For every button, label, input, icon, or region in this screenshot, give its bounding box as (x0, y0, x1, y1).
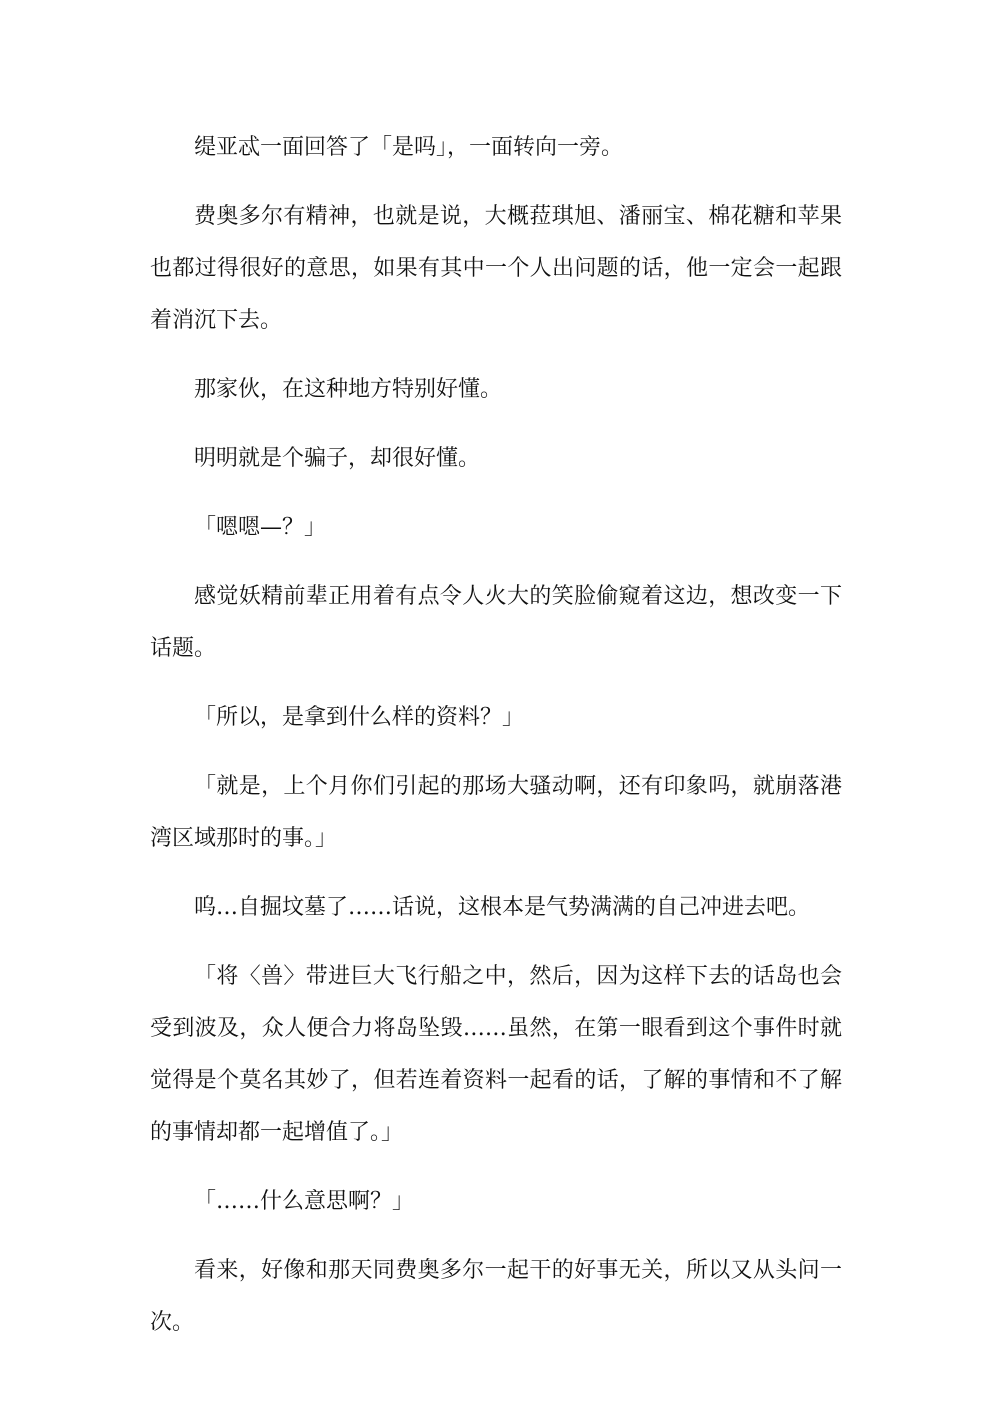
paragraph: 「……什么意思啊？」 (194, 1189, 415, 1214)
paragraph: 「所以，是拿到什么样的资料？」 (194, 705, 525, 730)
paragraph: 明明就是个骗子，却很好懂。 (194, 446, 481, 471)
paragraph: 看来，好像和那天同费奥多尔一起干的好事无关，所以又从头问一次。 (150, 1258, 842, 1335)
paragraph: 缇亚忒一面回答了「是吗」，一面转向一旁。 (194, 135, 624, 160)
paragraph: 费奥多尔有精神，也就是说，大概菈琪旭、潘丽宝、棉花糖和苹果也都过得很好的意思，如果有其中一个人出问题的话，他一定会一起跟着消沉下去。 (150, 204, 842, 333)
paragraph: 那家伙，在这种地方特别好懂。 (194, 377, 503, 402)
novel-text-body (150, 122, 842, 1366)
paragraph: 呜…自掘坟墓了……话说，这根本是气势满满的自己冲进去吧。 (194, 895, 811, 920)
paragraph: 「将〈兽〉带进巨大飞行船之中，然后，因为这样下去的话岛也会受到波及，众人便合力将岛坠毁……虽然，在第一眼看到这个事件时就觉得是个莫名其妙了，但若连着资料一起看的话，了解的事情和不了解的事情却都一起增值了。」 (150, 964, 842, 1145)
paragraph: 「就是，上个月你们引起的那场大骚动啊，还有印象吗，就崩落港湾区域那时的事。」 (150, 774, 842, 851)
paragraph: 感觉妖精前辈正用着有点令人火大的笑脸偷窥着这边，想改变一下话题。 (150, 584, 842, 661)
paragraph: 「嗯嗯—？」 (194, 515, 327, 540)
